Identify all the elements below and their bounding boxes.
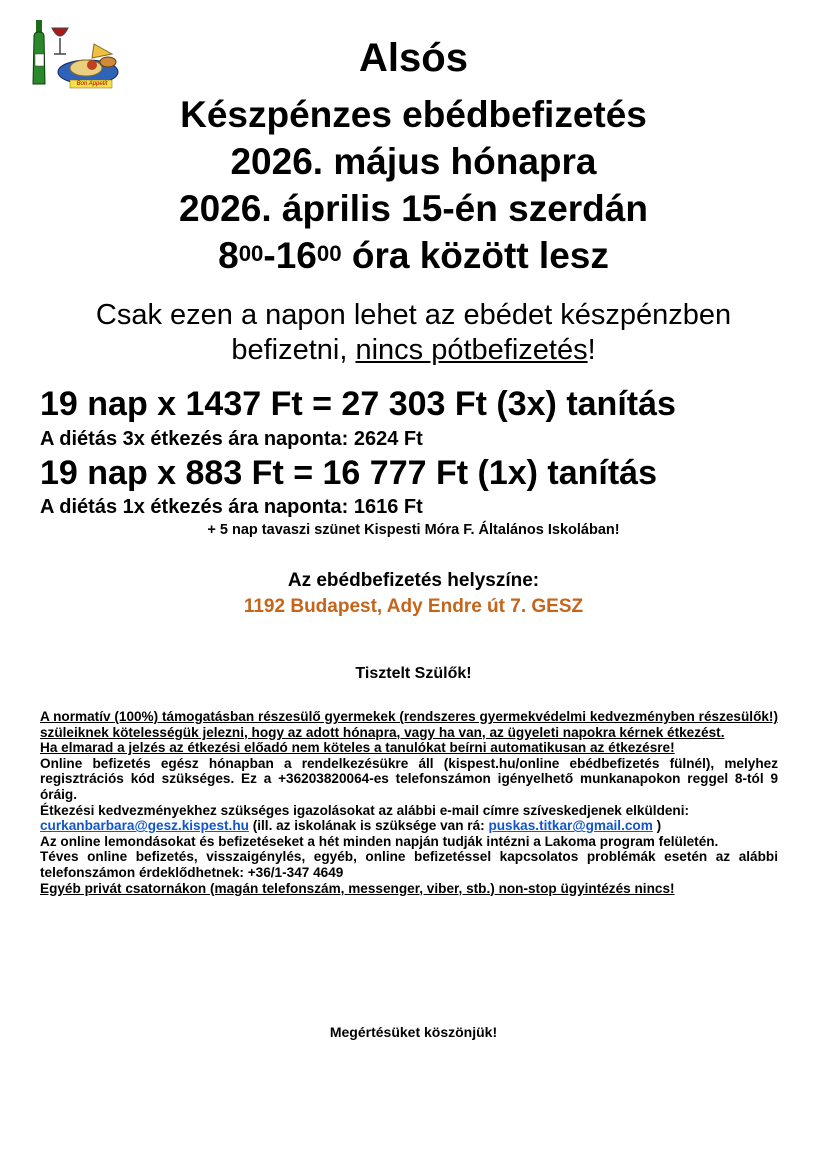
diet-price-1x: A diétás 1x étkezés ára naponta: 1616 Ft	[40, 496, 423, 518]
notice-suffix: !	[587, 334, 596, 366]
payment-month: 2026. május hónapra	[230, 141, 597, 182]
time-start: 8	[218, 235, 239, 276]
time-suffix: óra között lesz	[341, 235, 609, 276]
email-connector: (ill. az iskolának is szüksége van rá:	[248, 818, 489, 834]
notice-line-2	[0, 333, 827, 367]
time-end: -16	[263, 235, 317, 276]
letter-body	[40, 709, 778, 896]
location-address: 1192 Budapest, Ady Endre út 7. GESZ	[243, 596, 584, 617]
paragraph-no-signal: Ha elmarad a jelzés az étkezési előadó nem köteles a tanulókat beírni automatikusan az étkezésre!	[40, 740, 675, 756]
paragraph-online-payment: Online befizetés egész hónapban a rendelkezésükre áll (kispest.hu/online ebédbefizetés fülnél), melyhez regisztrációs kód szükséges. Ez a +36203820064-es telefonszámon igényelhető munkanapokon reggel 8-tól 9 óráig.	[40, 755, 778, 802]
paragraph-problems: Téves online befizetés, visszaigénylés, egyéb, online befizetéssel kapcsolatos problémák esetén az alábbi telefonszámon érdeklődhetnek: +36/1-347 4649	[40, 849, 778, 880]
time-end-minutes: 00	[316, 241, 342, 266]
email-link-gesz[interactable]: curkanbarbara@gesz.kispest.hu	[40, 818, 249, 834]
notice-no-late-payment: nincs pótbefizetés	[355, 334, 588, 366]
paragraph-lakoma: Az online lemondásokat és befizetéseket a hét minden napján tudják intézni a Lakoma program felületén.	[40, 833, 719, 849]
price-row-1x: 19 nap x 883 Ft = 16 777 Ft (1x) tanítás	[40, 454, 657, 492]
notice-line-1: Csak ezen a napon lehet az ebédet készpénzben	[95, 299, 732, 331]
greeting: Tisztelt Szülők!	[355, 665, 472, 682]
closing: Megértésüket köszönjük!	[329, 1024, 498, 1040]
diet-price-3x: A diétás 3x étkezés ára naponta: 2624 Ft	[40, 428, 423, 450]
email-close: )	[652, 818, 662, 834]
price-row-3x: 19 nap x 1437 Ft = 27 303 Ft (3x) tanítás	[40, 385, 676, 423]
logo-caption: Bon Appetit	[76, 81, 108, 87]
page-title: Készpénzes ebédbefizetés	[180, 94, 647, 135]
paragraph-no-private-channels: Egyéb privát csatornákon (magán telefonszám, messenger, viber, stb.) non-stop ügyintézés nincs!	[40, 880, 675, 896]
spring-break-note: + 5 nap tavaszi szünet Kispesti Móra F. Általános Iskolában!	[207, 522, 620, 538]
paragraph-discount-docs: Étkezési kedvezményekhez szükséges igazolásokat az alábbi e-mail címre szíveskedjenek elküldeni:	[40, 802, 690, 818]
email-link-school[interactable]: puskas.titkar@gmail.com	[488, 818, 653, 834]
payment-date: 2026. április 15-én szerdán	[179, 188, 648, 229]
paragraph-emails	[40, 818, 778, 834]
notice-prefix: befizetni,	[231, 334, 356, 366]
paragraph-normative: A normatív (100%) támogatásban részesülő gyermekek (rendszeres gyermekvédelmi kedvezményben részesülők!) szüleiknek kötelességük jelezni, hogy az adott hónapra, vagy ha van, az ügyeleti napokra kérnek étkezést.	[40, 709, 778, 740]
school-name: Alsós	[359, 36, 468, 80]
location-label: Az ebédbefizetés helyszíne:	[287, 570, 540, 591]
payment-time	[0, 235, 827, 277]
time-start-minutes: 00	[238, 241, 264, 266]
